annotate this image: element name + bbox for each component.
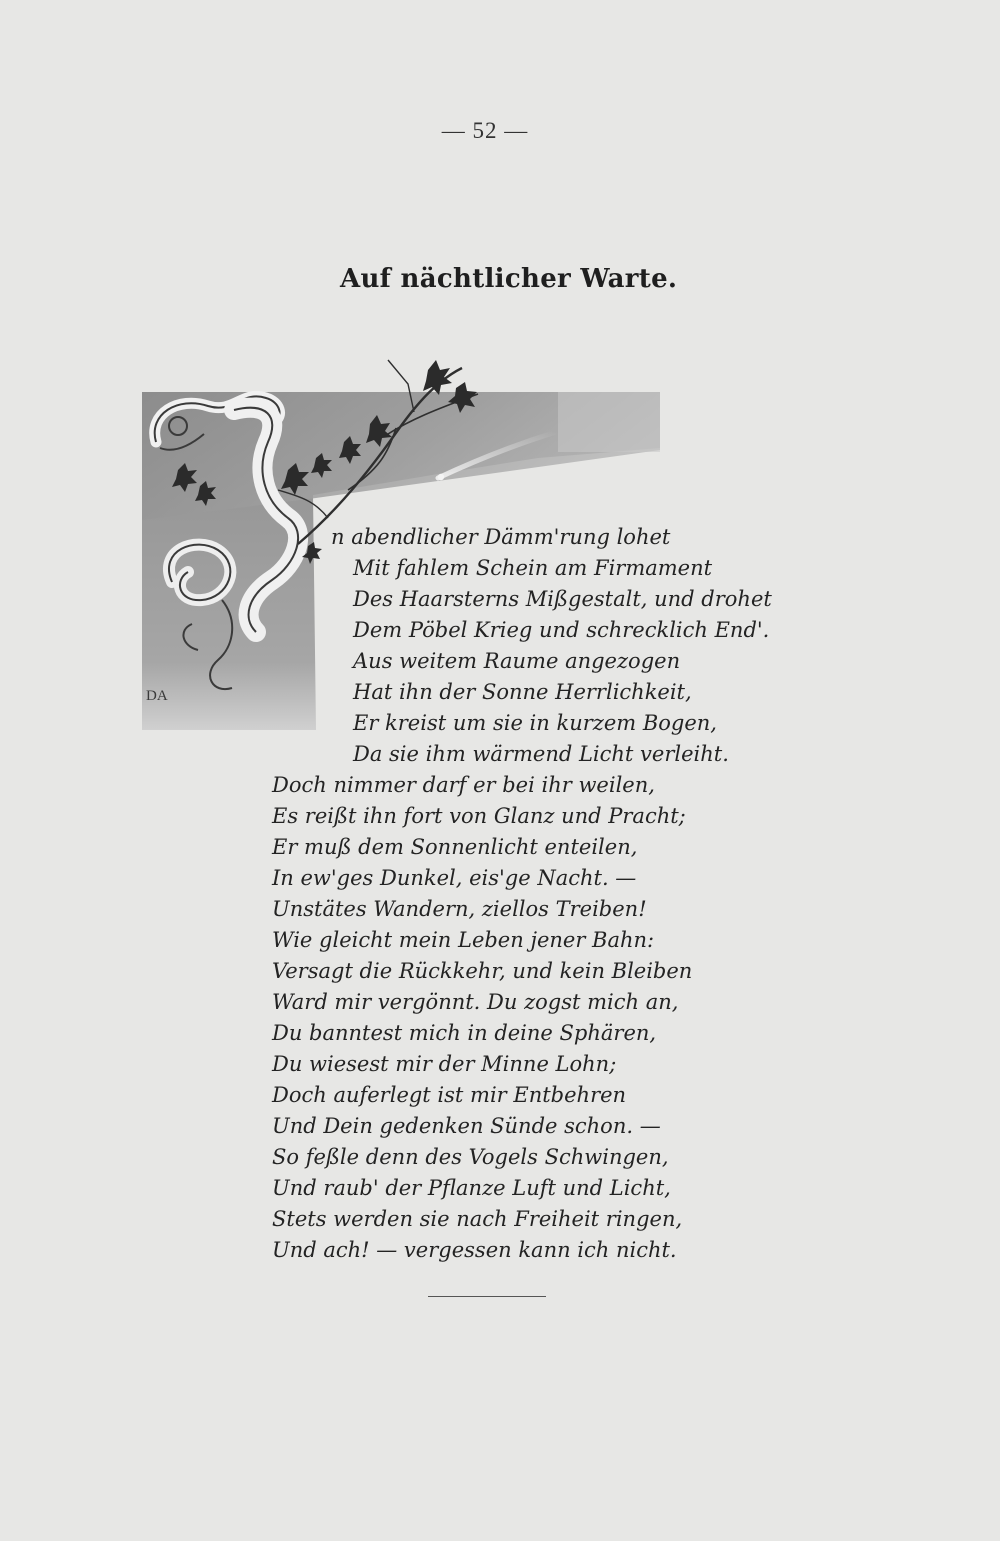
closing-rule [428,1296,546,1297]
poem-line: Versagt die Rückkehr, und kein Bleiben [272,959,693,983]
poem-line: Unstätes Wandern, ziellos Treiben! [272,897,647,921]
poem-line: Es reißt ihn fort von Glanz und Pracht; [272,804,686,828]
poem-line: Doch nimmer darf er bei ihr weilen, [272,773,655,797]
poem-line: Stets werden sie nach Freiheit ringen, [272,1207,683,1231]
poem-line: In ew'ges Dunkel, eis'ge Nacht. — [272,866,637,890]
poem-line: Ward mir vergönnt. Du zogst mich an, [272,990,679,1014]
poem-line: n abendlicher Dämm'rung lohet [331,525,671,549]
poem-line: Dem Pöbel Krieg und schrecklich End'. [353,618,770,642]
poem-title: Auf nächtlicher Warte. [340,264,678,294]
poem-line: Er kreist um sie in kurzem Bogen, [353,711,717,735]
poem-line: So feßle denn des Vogels Schwingen, [272,1145,669,1169]
poem-line: Du wiesest mir der Minne Lohn; [272,1052,617,1076]
poem-line: Doch auferlegt ist mir Entbehren [272,1083,627,1107]
poem-line: Mit fahlem Schein am Firmament [353,556,713,580]
illustrator-monogram: DA [146,688,168,704]
poem-line: Hat ihn der Sonne Herrlichkeit, [353,680,692,704]
poem-line: Er muß dem Sonnenlicht enteilen, [272,835,638,859]
page-number: — 52 — [441,118,529,143]
poem-line: Und Dein gedenken Sünde schon. — [272,1114,661,1138]
poem-line: Wie gleicht mein Leben jener Bahn: [272,928,655,952]
poem-line: Du banntest mich in deine Sphären, [272,1021,657,1045]
poem-line: Aus weitem Raume angezogen [353,649,681,673]
poem-line: Da sie ihm wärmend Licht verleiht. [353,742,729,766]
poem-line: Und ach! — vergessen kann ich nicht. [272,1238,677,1262]
poem-line: Des Haarsterns Mißgestalt, und drohet [353,587,772,611]
poem-line: Und raub' der Pflanze Luft und Licht, [272,1176,671,1200]
